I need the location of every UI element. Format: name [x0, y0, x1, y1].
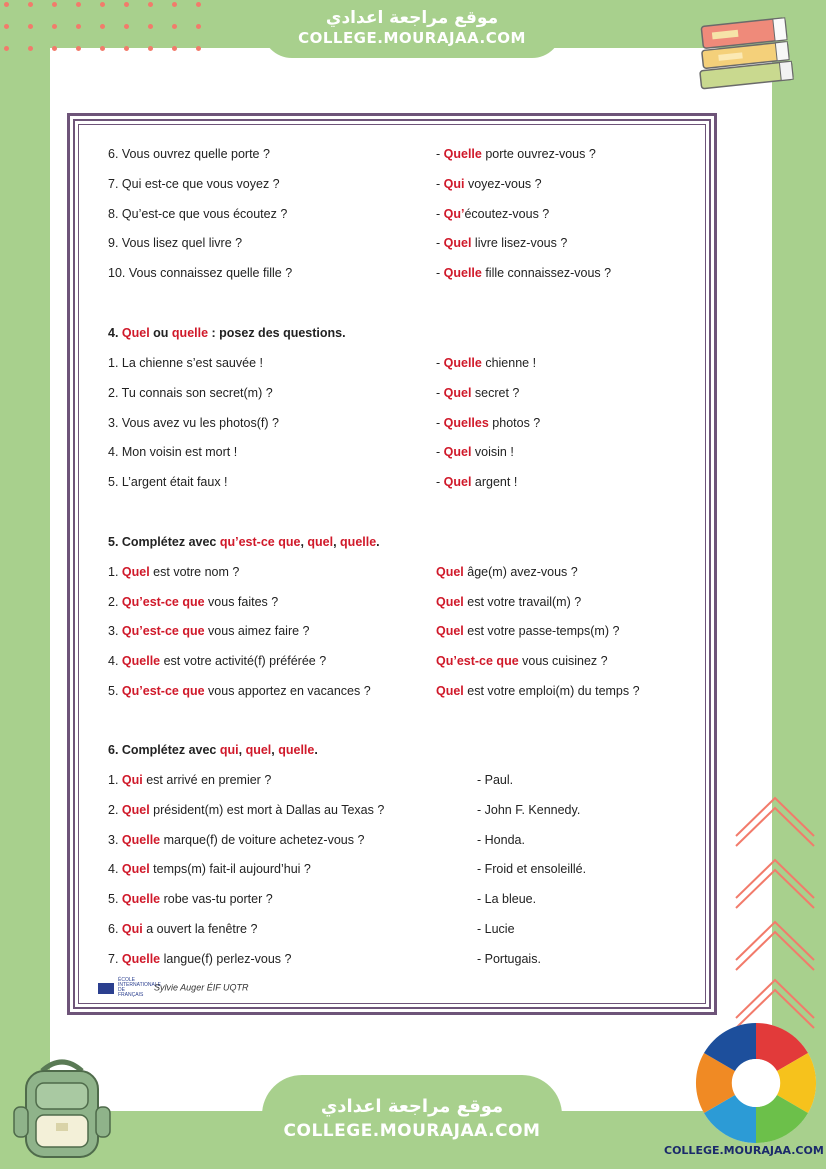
- answer-line: - Quelle fille connaissez-vous ?: [436, 266, 612, 280]
- question-line: 3. Quelle marque(f) de voiture achetez-vous ?: [108, 833, 365, 847]
- answer-line: - Quelles photos ?: [436, 416, 541, 430]
- answer-line: - Quel voisin !: [436, 445, 514, 459]
- books-icon: [690, 8, 802, 94]
- answer-line: - Quel livre lisez-vous ?: [436, 236, 568, 250]
- chevron-up-icon: [732, 790, 818, 848]
- header-arabic-title: موقع مراجعة اعدادي: [325, 8, 499, 28]
- footer-arabic-title: موقع مراجعة اعدادي: [320, 1096, 504, 1117]
- footer-site-link[interactable]: COLLEGE.MOURAJAA.COM: [283, 1121, 541, 1141]
- footer-badge-link[interactable]: COLLEGE.MOURAJAA.COM: [664, 1144, 824, 1157]
- question-line: 1. Qui est arrivé en premier ?: [108, 773, 272, 787]
- answer-line: - John F. Kennedy.: [477, 803, 581, 817]
- answer-line: - Portugais.: [477, 952, 541, 966]
- answer-line: - Quel argent !: [436, 475, 518, 489]
- section-5-title: 5. Complétez avec qu’est-ce que, quel, quelle.: [108, 535, 380, 549]
- question-line: Quel âge(m) avez-vous ?: [436, 565, 578, 579]
- question-line: 5. Quelle robe vas-tu porter ?: [108, 892, 273, 906]
- question-line: 7. Qui est-ce que vous voyez ?: [108, 177, 280, 191]
- chevron-up-icon: [732, 914, 818, 972]
- header-banner: [262, 0, 562, 58]
- answer-line: - Lucie: [477, 922, 515, 936]
- subjects-wheel-icon: [693, 1020, 819, 1146]
- answer-line: - Quel secret ?: [436, 386, 520, 400]
- question-line: 6. Qui a ouvert la fenêtre ?: [108, 922, 258, 936]
- question-line: 3. Vous avez vu les photos(f) ?: [108, 416, 279, 430]
- answer-line: - Quelle porte ouvrez-vous ?: [436, 147, 596, 161]
- header-site-link[interactable]: COLLEGE.MOURAJAA.COM: [298, 29, 526, 47]
- answer-line: - La bleue.: [477, 892, 537, 906]
- question-line: 2. Qu’est-ce que vous faites ?: [108, 595, 279, 609]
- answer-line: - Froid et ensoleillé.: [477, 862, 587, 876]
- question-line: 9. Vous lisez quel livre ?: [108, 236, 243, 250]
- question-line: 3. Qu’est-ce que vous aimez faire ?: [108, 624, 310, 638]
- school-name: ÉCOLE INTERNATIONALE DE FRANÇAIS: [118, 977, 161, 998]
- question-line: 7. Quelle langue(f) perlez-vous ?: [108, 952, 292, 966]
- question-line: 4. Mon voisin est mort !: [108, 445, 238, 459]
- question-line: Quel est votre passe-temps(m) ?: [436, 624, 620, 638]
- backpack-icon: [12, 1053, 112, 1163]
- footer-banner: [262, 1075, 562, 1169]
- question-line: 2. Quel président(m) est mort à Dallas au Texas ?: [108, 803, 385, 817]
- answer-line: - Paul.: [477, 773, 514, 787]
- question-line: Quel est votre emploi(m) du temps ?: [436, 684, 640, 698]
- author-credit: [98, 978, 249, 998]
- question-line: 5. Qu’est-ce que vous apportez en vacances ?: [108, 684, 371, 698]
- question-line: 8. Qu’est-ce que vous écoutez ?: [108, 207, 288, 221]
- answer-line: - Qui voyez-vous ?: [436, 177, 542, 191]
- chevron-up-icon: [732, 852, 818, 910]
- author-name: Sylvie Auger ÉIF UQTR: [154, 982, 249, 993]
- answer-line: - Qu’écoutez-vous ?: [436, 207, 550, 221]
- question-line: 1. La chienne s’est sauvée !: [108, 356, 263, 370]
- question-line: 2. Tu connais son secret(m) ?: [108, 386, 273, 400]
- answer-line: - Honda.: [477, 833, 525, 847]
- question-line: Quel est votre travail(m) ?: [436, 595, 582, 609]
- question-line: Qu’est-ce que vous cuisinez ?: [436, 654, 608, 668]
- question-line: 1. Quel est votre nom ?: [108, 565, 240, 579]
- section-6-title: 6. Complétez avec qui, quel, quelle.: [108, 743, 318, 757]
- answer-line: - Quelle chienne !: [436, 356, 537, 370]
- question-line: 4. Quel temps(m) fait-il aujourd’hui ?: [108, 862, 311, 876]
- question-line: 4. Quelle est votre activité(f) préférée ?: [108, 654, 327, 668]
- question-line: 5. L’argent était faux !: [108, 475, 228, 489]
- section-4-title: 4. Quel ou quelle : posez des questions.: [108, 326, 346, 340]
- school-logo-icon: [98, 983, 114, 994]
- question-line: 6. Vous ouvrez quelle porte ?: [108, 147, 270, 161]
- decorative-dots: [0, 0, 210, 60]
- question-line: 10. Vous connaissez quelle fille ?: [108, 266, 293, 280]
